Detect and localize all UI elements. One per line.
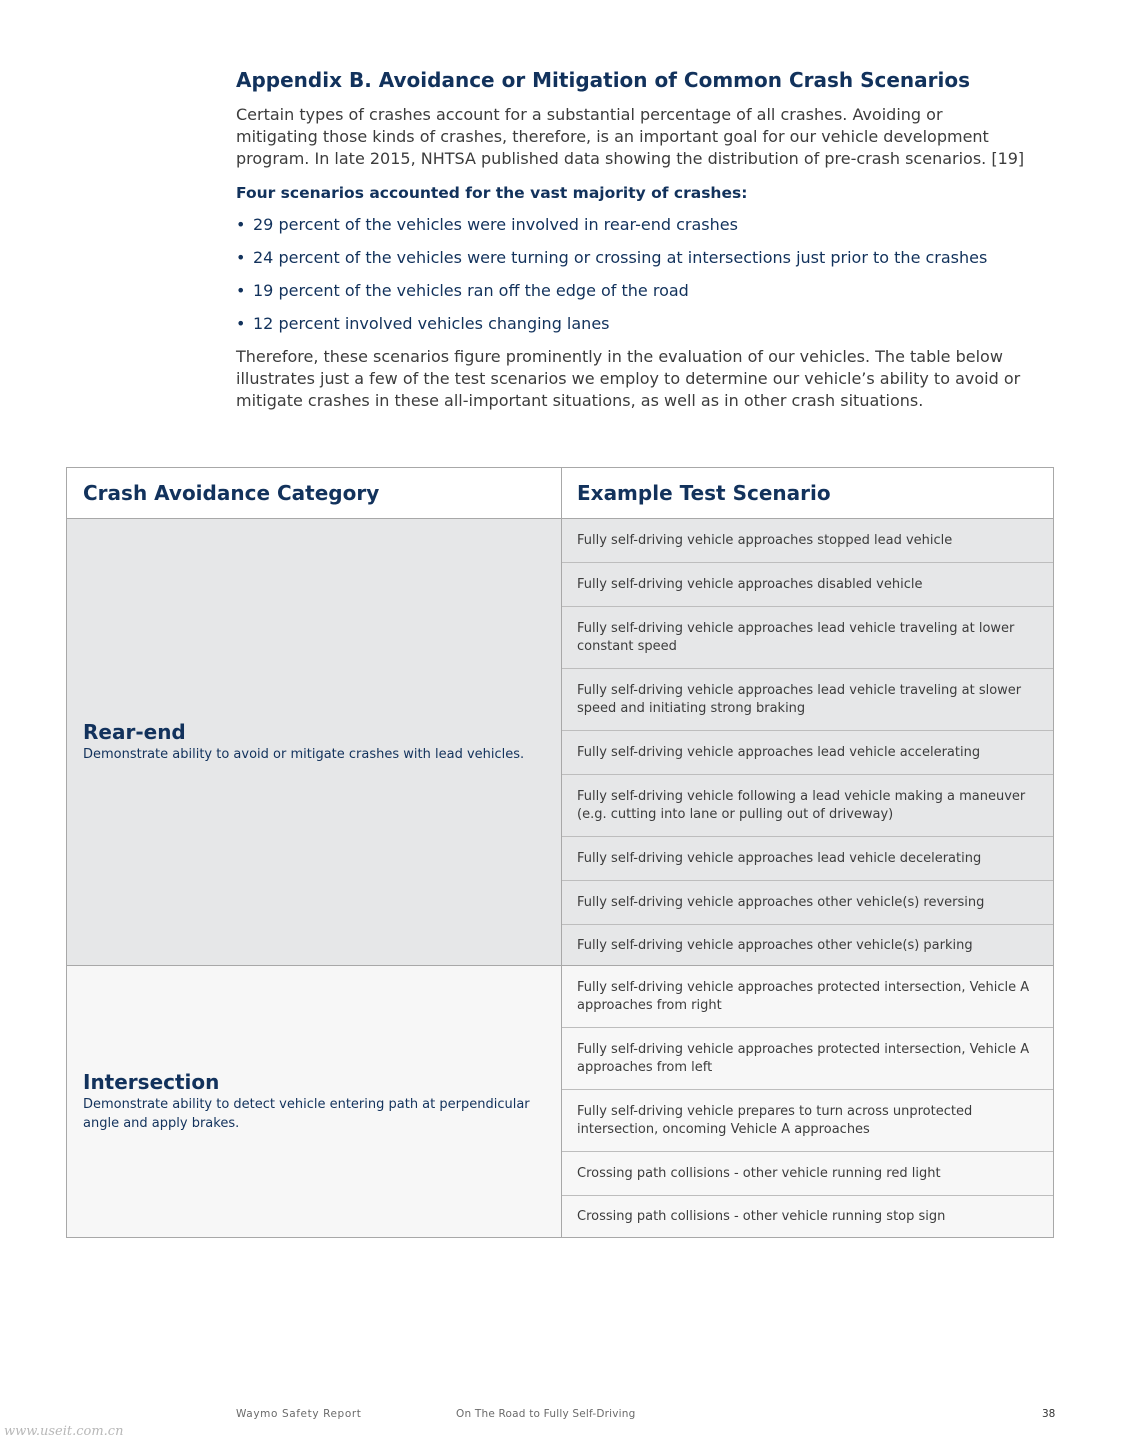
scenario-list (236, 214, 1026, 335)
table-row: Crossing path collisions - other vehicle running red light (562, 1152, 1053, 1196)
table-row: Fully self-driving vehicle approaches disabled vehicle (562, 563, 1053, 607)
watermark: www.useit.com.cn (4, 1424, 124, 1439)
table-header (67, 468, 1053, 519)
footer-subtitle: On The Road to Fully Self-Driving (456, 1408, 636, 1420)
crash-scenario-table (66, 467, 1054, 1238)
scenarios-subheading: Four scenarios accounted for the vast majority of crashes: (236, 184, 748, 202)
bullet-icon: • (236, 314, 246, 333)
list-item: • 12 percent involved vehicles changing lanes (236, 314, 610, 333)
header-category: Crash Avoidance Category (83, 481, 380, 505)
conclusion-paragraph: Therefore, these scenarios figure prominently in the evaluation of our vehicles. The table below illustrates just a few of the test scenarios we employ to determine our vehicle’s ability to avoid or mitigate crashes in these all-important situations, as well as in other crash situations. (236, 347, 1021, 410)
scenario-list (562, 519, 1053, 966)
category-description: Demonstrate ability to detect vehicle entering path at perpendicular angle and apply brakes. (83, 1097, 530, 1131)
table-row: Fully self-driving vehicle approaches other vehicle(s) parking (577, 937, 973, 953)
category-title: Intersection (83, 1070, 220, 1094)
page-number: 38 (1042, 1408, 1056, 1420)
table-row: Fully self-driving vehicle approaches lead vehicle decelerating (562, 837, 1053, 881)
header-scenario: Example Test Scenario (577, 481, 831, 505)
table-row: Crossing path collisions - other vehicle running stop sign (577, 1208, 946, 1224)
table-row: Fully self-driving vehicle approaches protected intersection, Vehicle A approaches from left (562, 1028, 1053, 1090)
appendix-heading: Appendix B. Avoidance or Mitigation of Common Crash Scenarios (236, 68, 971, 92)
footer-report-title: Waymo Safety Report (236, 1408, 362, 1420)
table-row: Fully self-driving vehicle approaches other vehicle(s) reversing (562, 881, 1053, 925)
table-row: Fully self-driving vehicle prepares to turn across unprotected intersection, oncoming Vehicle A approaches (562, 1090, 1053, 1152)
table-row: Fully self-driving vehicle approaches protected intersection, Vehicle A approaches from right (562, 966, 1053, 1028)
category-description: Demonstrate ability to avoid or mitigate crashes with lead vehicles. (83, 747, 525, 762)
list-item: • 29 percent of the vehicles were involved in rear-end crashes (236, 215, 738, 234)
bullet-icon: • (236, 281, 246, 300)
bullet-icon: • (236, 215, 246, 234)
table-row: Fully self-driving vehicle approaches stopped lead vehicle (562, 519, 1053, 563)
column-divider (561, 468, 562, 1237)
group-rear-end (67, 519, 1053, 966)
table-row: Fully self-driving vehicle approaches lead vehicle accelerating (562, 731, 1053, 775)
list-item: • 24 percent of the vehicles were turning or crossing at intersections just prior to the crashes (236, 248, 988, 267)
list-item: • 19 percent of the vehicles ran off the edge of the road (236, 281, 689, 300)
table-row: Fully self-driving vehicle following a lead vehicle making a maneuver (e.g. cutting into lane or pulling out of driveway) (562, 775, 1053, 837)
scenario-list (562, 966, 1053, 1237)
category-cell (67, 519, 561, 965)
intro-paragraph: Certain types of crashes account for a substantial percentage of all crashes. Avoiding or mitigating those kinds of crashes, therefore, is an important goal for our vehicle development program. In late 2015, NHTSA published data showing the distribution of pre-crash scenarios. [19] (236, 105, 1025, 168)
group-intersection (67, 966, 1053, 1237)
category-cell (67, 966, 561, 1237)
bullet-icon: • (236, 248, 246, 267)
table-row: Fully self-driving vehicle approaches lead vehicle traveling at slower speed and initiating strong braking (562, 669, 1053, 731)
category-title: Rear-end (83, 720, 186, 744)
appendix-section (236, 66, 1026, 412)
table-row: Fully self-driving vehicle approaches lead vehicle traveling at lower constant speed (562, 607, 1053, 669)
